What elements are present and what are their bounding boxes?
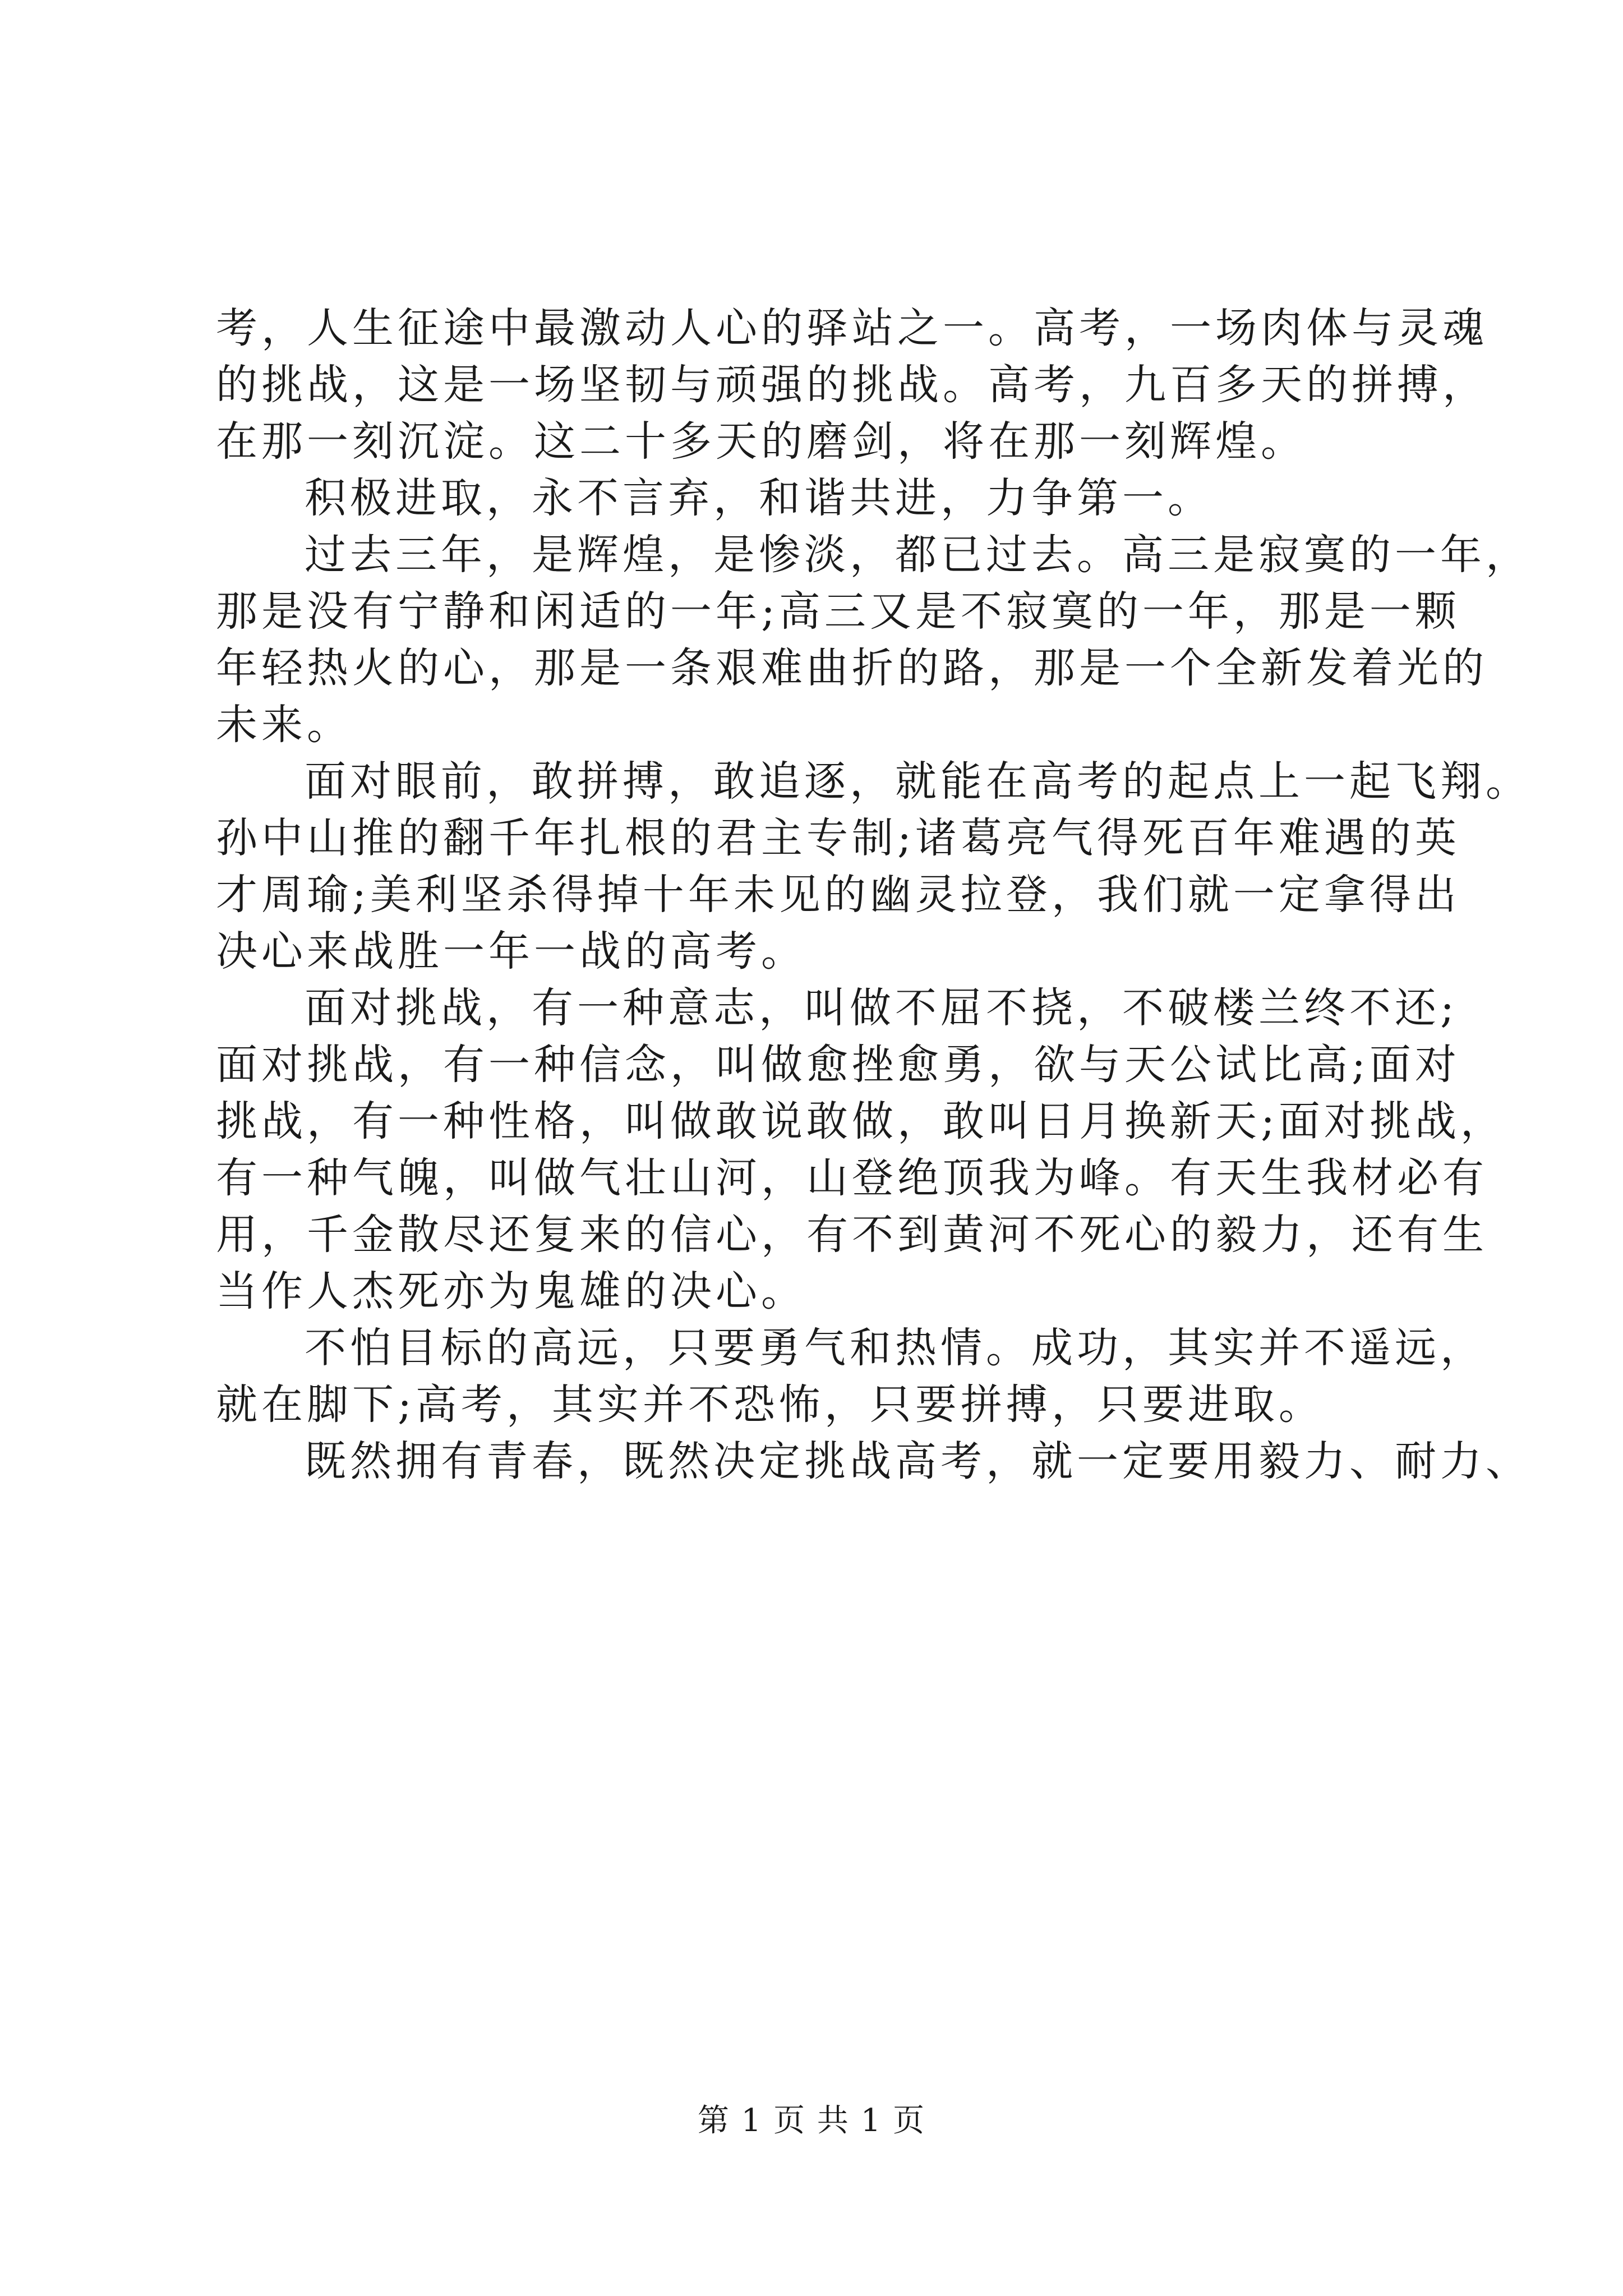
- text-line: 面对挑战，有一种信念，叫做愈挫愈勇，欲与天公试比高;面对: [216, 1041, 1460, 1089]
- text-line: 当作人杰死亦为鬼雄的决心。: [216, 1267, 806, 1315]
- text-line: 积极进取，永不言弃，和谐共进，力争第一。: [305, 474, 1213, 522]
- text-line: 决心来战胜一年一战的高考。: [216, 927, 806, 976]
- text-line: 挑战，有一种性格，叫做敢说敢做，敢叫日月换新天;面对挑战，: [216, 1097, 1506, 1145]
- document-body: [216, 300, 1531, 1490]
- text-line: 面对挑战，有一种意志，叫做不屈不挠，不破楼兰终不还;: [305, 984, 1458, 1032]
- text-line: 用，千金散尽还复来的信心，有不到黄河不死心的毅力，还有生: [216, 1211, 1488, 1259]
- text-line: 的挑战，这是一场坚韧与顽强的挑战。高考，九百多天的拼搏，: [216, 361, 1488, 409]
- text-line: 过去三年，是辉煌，是惨淡，都已过去。高三是寂寞的一年，: [305, 531, 1531, 579]
- text-line: 在那一刻沉淀。这二十多天的磨剑，将在那一刻辉煌。: [216, 417, 1306, 466]
- text-line: 有一种气魄，叫做气壮山河，山登绝顶我为峰。有天生我材必有: [216, 1154, 1488, 1202]
- text-line: 那是没有宁静和闲适的一年;高三又是不寂寞的一年，那是一颗: [216, 587, 1460, 636]
- text-line: 未来。: [216, 701, 352, 749]
- text-line: 面对眼前，敢拼搏，敢追逐，就能在高考的起点上一起飞翔。: [305, 757, 1531, 806]
- page-footer: 第 1 页 共 1 页: [697, 2102, 926, 2139]
- text-line: 不怕目标的高远，只要勇气和热情。成功，其实并不遥远，: [305, 1324, 1486, 1372]
- text-line: 年轻热火的心，那是一条艰难曲折的路，那是一个全新发着光的: [216, 644, 1488, 692]
- text-line: 才周瑜;美利坚杀得掉十年未见的幽灵拉登，我们就一定拿得出: [216, 871, 1460, 919]
- text-line: 孙中山推的翻千年扎根的君主专制;诸葛亮气得死百年难遇的英: [216, 814, 1460, 862]
- text-line: 既然拥有青春，既然决定挑战高考，就一定要用毅力、耐力、: [305, 1437, 1531, 1485]
- text-line: 考，人生征途中最激动人心的驿站之一。高考，一场肉体与灵魂: [216, 304, 1488, 352]
- text-line: 就在脚下;高考，其实并不恐怖，只要拼搏，只要进取。: [216, 1381, 1324, 1429]
